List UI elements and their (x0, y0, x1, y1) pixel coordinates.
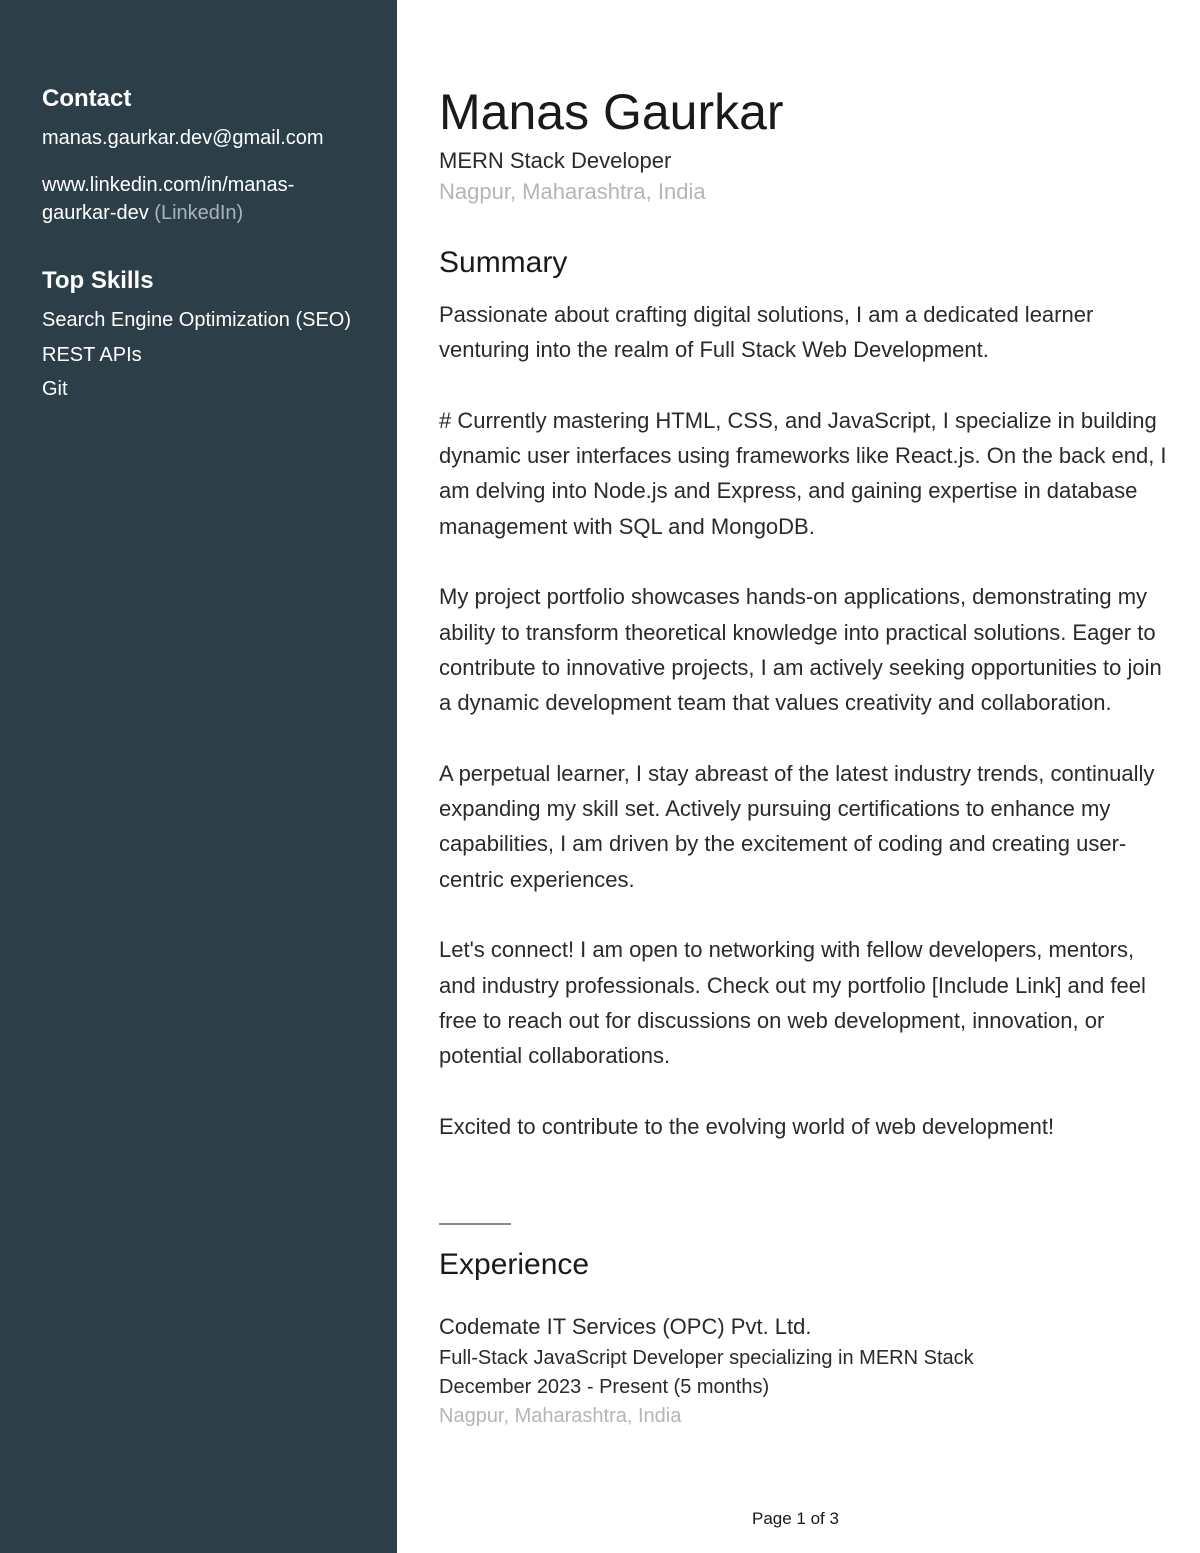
linkedin-url-line2[interactable]: gaurkar-dev (42, 202, 149, 224)
summary-paragraph: Passionate about crafting digital solutions, I am a dedicated learner venturing into the realm of Full Stack Web Development. (439, 302, 1094, 363)
experience-company: Codemate IT Services (OPC) Pvt. Ltd. (439, 1314, 812, 1339)
experience-title: Full-Stack JavaScript Developer specializing in MERN Stack (439, 1347, 974, 1369)
summary-paragraph: Excited to contribute to the evolving world of web development! (439, 1113, 1055, 1139)
summary-paragraph: A perpetual learner, I stay abreast of the latest industry trends, continually expanding my skill set. Actively pursuing certifications to enhance my capabilities, I am driven by the excitement of coding and creating user-centric experiences. (439, 760, 1155, 892)
experience-heading: Experience (439, 1248, 590, 1281)
top-skills-heading: Top Skills (42, 267, 154, 294)
summary-paragraph: My project portfolio showcases hands-on applications, demonstrating my ability to transform theoretical knowledge into practical solutions. Eager to contribute to innovative projects, I am actively seeking opportunities to join a dynamic development team that values creativity and collaboration. (439, 584, 1162, 716)
sidebar (0, 0, 397, 1553)
experience-dates: December 2023 - Present (5 months) (439, 1376, 770, 1398)
linkedin-url-line1[interactable]: www.linkedin.com/in/manas- (42, 174, 295, 196)
summary-heading: Summary (439, 246, 568, 279)
summary-paragraph: # Currently mastering HTML, CSS, and JavaScript, I specialize in building dynamic user interfaces using frameworks like React.js. On the back end, I am delving into Node.js and Express, and gaining expertise in database management with SQL and MongoDB. (439, 407, 1167, 539)
skill-item: Search Engine Optimization (SEO) (42, 309, 352, 331)
section-divider (439, 1223, 511, 1225)
profile-name: Manas Gaurkar (439, 84, 784, 140)
profile-location: Nagpur, Maharashtra, India (439, 179, 706, 204)
linkedin-label: (LinkedIn) (154, 202, 244, 224)
profile-headline: MERN Stack Developer (439, 148, 672, 173)
skill-item: Git (42, 378, 68, 400)
skill-item: REST APIs (42, 344, 142, 366)
contact-linkedin[interactable] (42, 171, 372, 227)
page-number: Page 1 of 3 (752, 1509, 839, 1528)
experience-location: Nagpur, Maharashtra, India (439, 1405, 682, 1427)
contact-heading: Contact (42, 85, 132, 112)
summary-body (439, 297, 1167, 1179)
contact-email[interactable]: manas.gaurkar.dev@gmail.com (42, 127, 324, 149)
summary-paragraph: Let's connect! I am open to networking with fellow developers, mentors, and industry professionals. Check out my portfolio [Include Link] and feel free to reach out for discussions on web development, innovation, or potential collaborations. (439, 937, 1146, 1069)
